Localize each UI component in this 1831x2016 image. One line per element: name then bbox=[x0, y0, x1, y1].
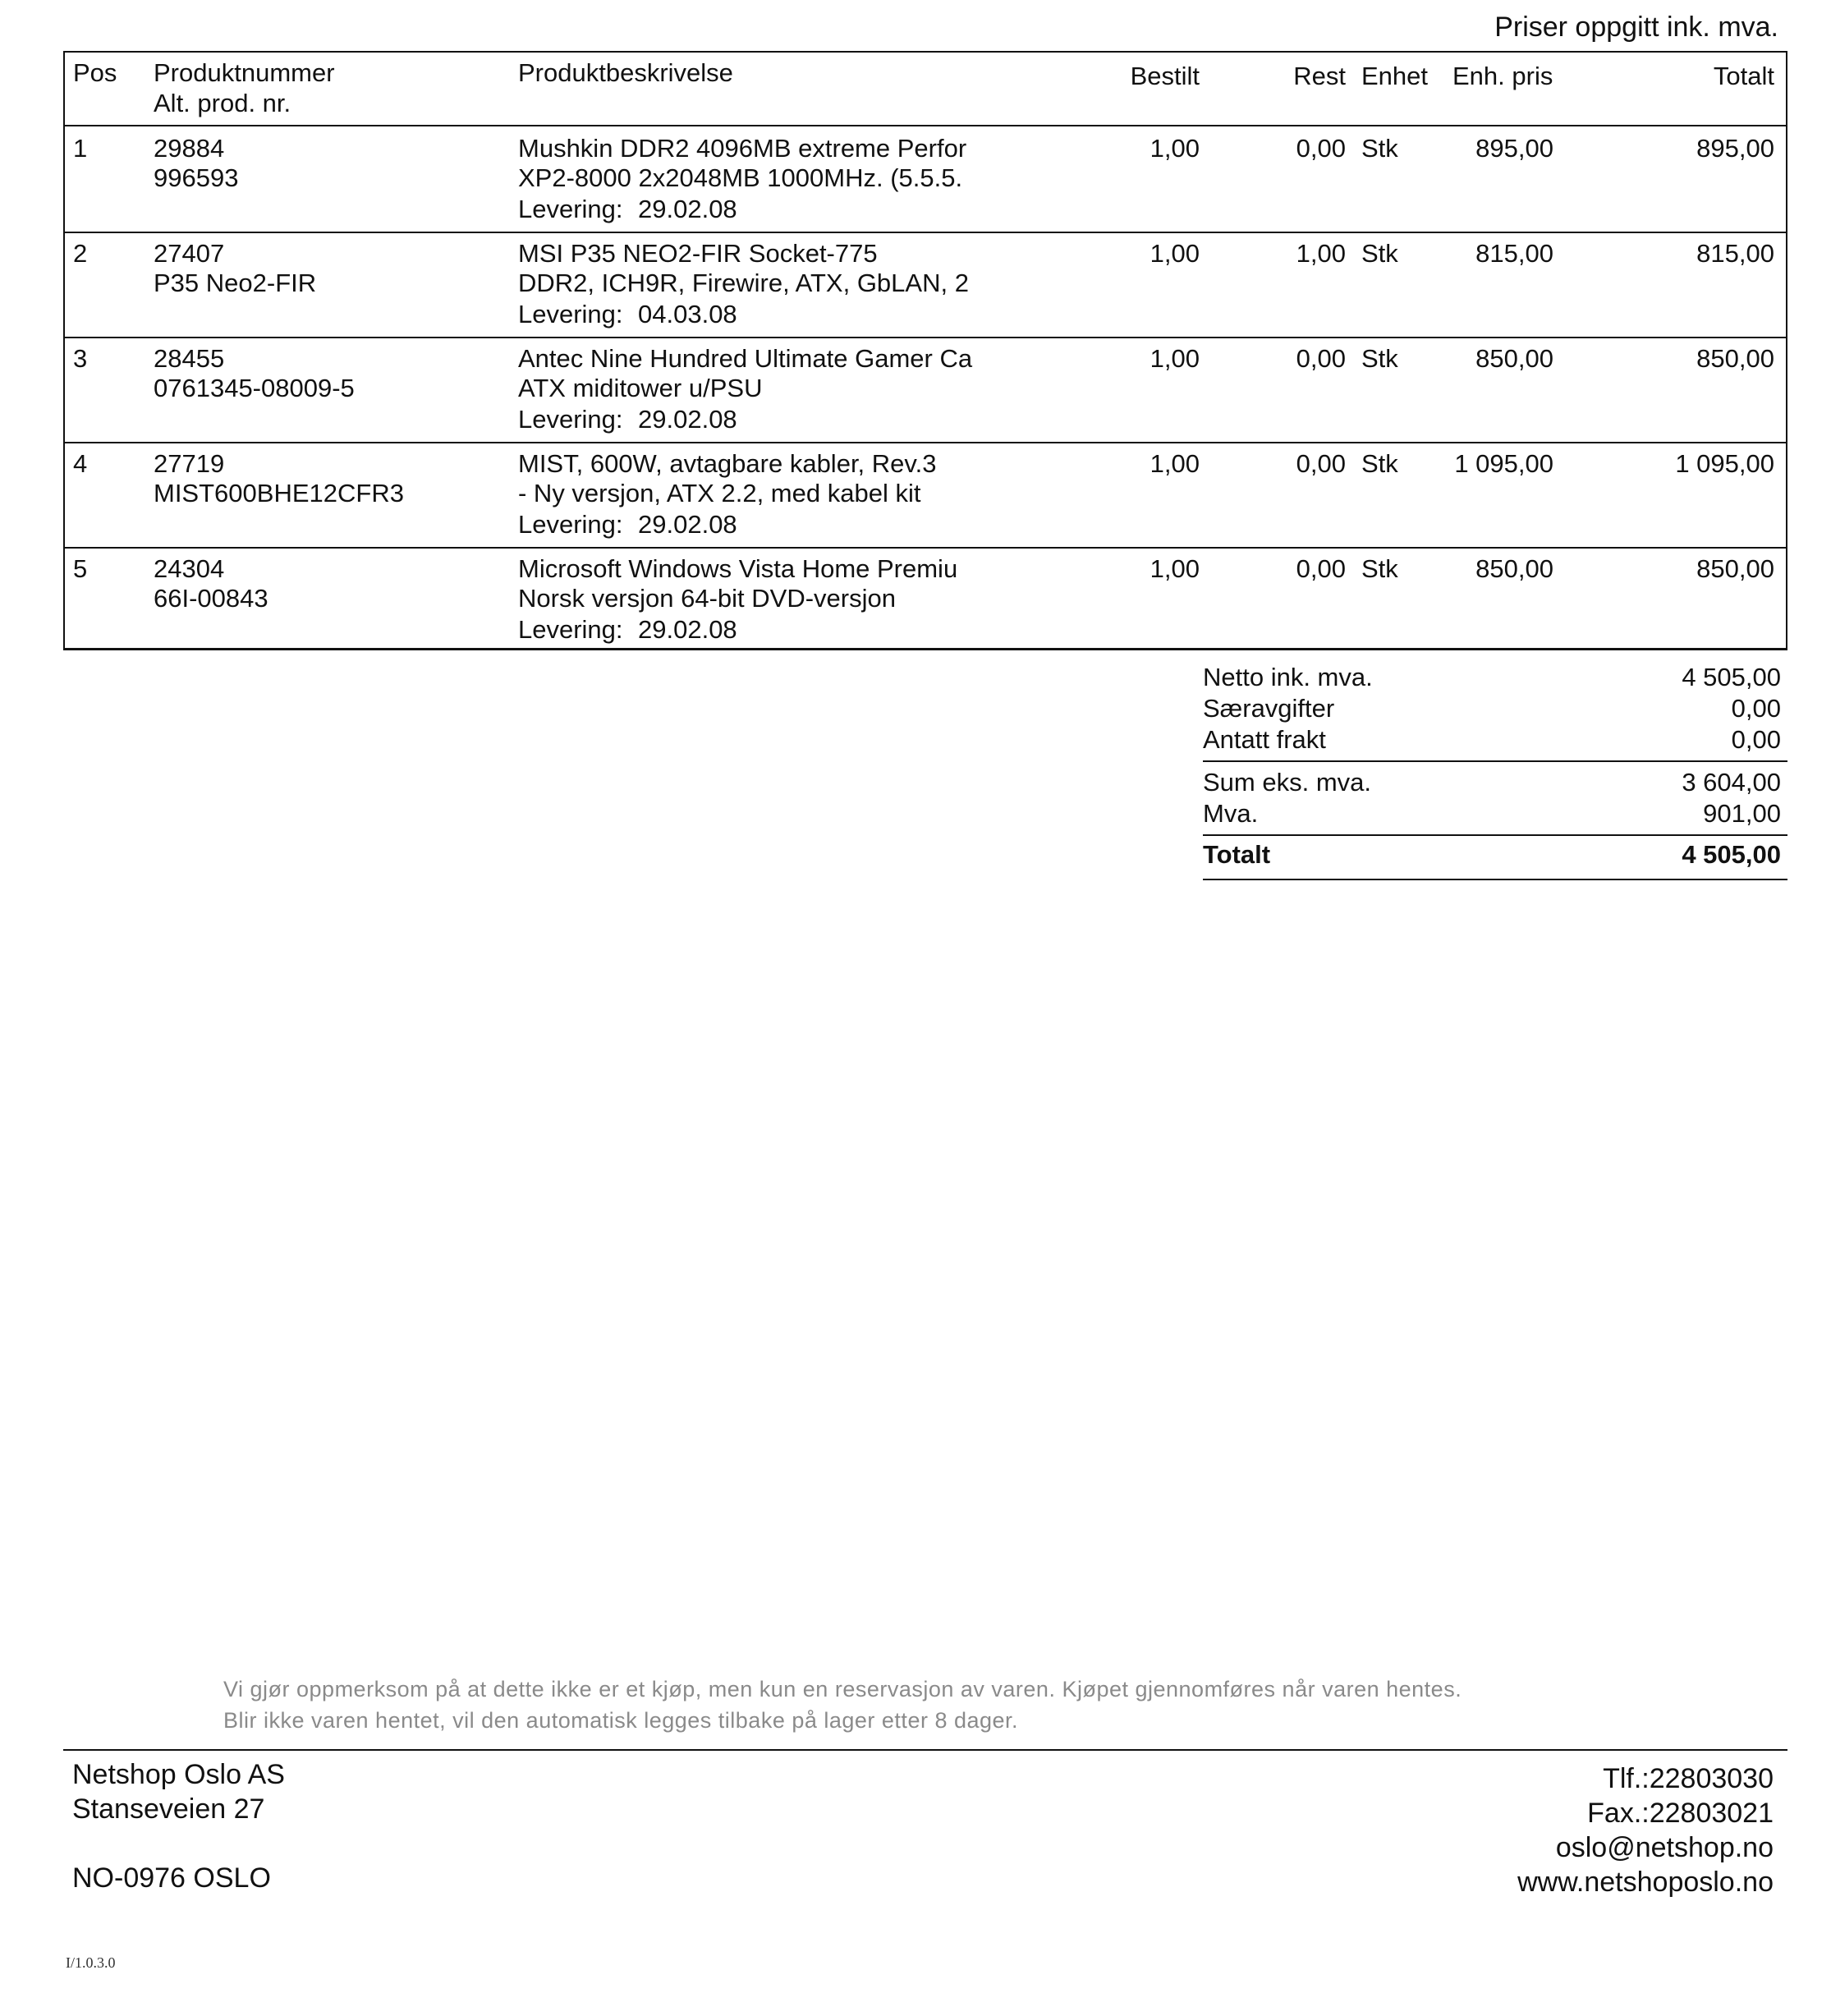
totals-divider bbox=[1203, 760, 1787, 762]
row-4-alt-product-number: MIST600BHE12CFR3 bbox=[154, 479, 404, 507]
net-value: 4 505,00 bbox=[1682, 663, 1781, 691]
row-4-description-line1: MIST, 600W, avtagbare kabler, Rev.3 bbox=[518, 449, 937, 478]
row-1-unit-price: 895,00 bbox=[1475, 134, 1553, 163]
fees-value: 0,00 bbox=[1731, 694, 1781, 723]
row-2-ordered: 1,00 bbox=[1150, 239, 1200, 268]
row-3-unit: Stk bbox=[1361, 344, 1398, 373]
sum-ex-vat-value: 3 604,00 bbox=[1682, 768, 1781, 797]
row-5-product-number: 24304 bbox=[154, 554, 225, 583]
grand-total-value: 4 505,00 bbox=[1682, 840, 1781, 869]
row-2-alt-product-number: P35 Neo2-FIR bbox=[154, 269, 317, 297]
header-rest: Rest bbox=[1293, 62, 1346, 90]
address-spacer bbox=[72, 1826, 285, 1861]
row-4-product-number: 27719 bbox=[154, 449, 225, 478]
sum-ex-vat-label: Sum eks. mva. bbox=[1203, 768, 1371, 797]
row-4-ordered: 1,00 bbox=[1150, 449, 1200, 478]
row-2-description-line1: MSI P35 NEO2-FIR Socket-775 bbox=[518, 239, 878, 268]
company-street: Stanseveien 27 bbox=[72, 1793, 265, 1825]
row-1-delivery-date: 29.02.08 bbox=[638, 195, 737, 223]
row-3-unit-price: 850,00 bbox=[1475, 344, 1553, 373]
fees-label: Særavgifter bbox=[1203, 694, 1335, 723]
row-4-total: 1 095,00 bbox=[1675, 449, 1774, 478]
row-5-delivery-label: Levering: bbox=[518, 615, 623, 644]
row-4-pos: 4 bbox=[73, 449, 88, 478]
version-code: I/1.0.3.0 bbox=[66, 1954, 116, 1971]
freight-label: Antatt frakt bbox=[1203, 725, 1326, 754]
row-3-rest: 0,00 bbox=[1296, 344, 1346, 373]
row-4-unit: Stk bbox=[1361, 449, 1398, 478]
row-5-rest: 0,00 bbox=[1296, 554, 1346, 583]
company-contact bbox=[1517, 1761, 1774, 1899]
row-4-delivery-date: 29.02.08 bbox=[638, 510, 737, 539]
header-divider bbox=[65, 125, 1786, 126]
row-3-description-line1: Antec Nine Hundred Ultimate Gamer Ca bbox=[518, 344, 973, 373]
row-3-delivery-label: Levering: bbox=[518, 405, 623, 434]
header-pos: Pos bbox=[73, 58, 117, 87]
row-3-ordered: 1,00 bbox=[1150, 344, 1200, 373]
row-2-rest: 1,00 bbox=[1296, 239, 1346, 268]
row-3-total: 850,00 bbox=[1696, 344, 1774, 373]
header-unit: Enhet bbox=[1361, 62, 1429, 90]
row-1-description-line2: XP2-8000 2x2048MB 1000MHz. (5.5.5. bbox=[518, 163, 963, 192]
row-4-description-line2: - Ny versjon, ATX 2.2, med kabel kit bbox=[518, 479, 921, 507]
row-2-product-number: 27407 bbox=[154, 239, 225, 268]
totals-block bbox=[1203, 662, 1787, 884]
row-divider bbox=[65, 337, 1786, 338]
row-1-ordered: 1,00 bbox=[1150, 134, 1200, 163]
row-1-total: 895,00 bbox=[1696, 134, 1774, 163]
row-4-rest: 0,00 bbox=[1296, 449, 1346, 478]
vat-value: 901,00 bbox=[1703, 799, 1781, 828]
row-5-description-line2: Norsk versjon 64-bit DVD-versjon bbox=[518, 584, 896, 613]
header-alt-product-number: Alt. prod. nr. bbox=[154, 89, 291, 117]
row-1-delivery-label: Levering: bbox=[518, 195, 623, 223]
row-2-pos: 2 bbox=[73, 239, 88, 268]
row-2-delivery-label: Levering: bbox=[518, 300, 623, 328]
company-name: Netshop Oslo AS bbox=[72, 1759, 285, 1790]
freight-value: 0,00 bbox=[1731, 725, 1781, 754]
row-3-alt-product-number: 0761345-08009-5 bbox=[154, 374, 355, 402]
row-5-delivery-date: 29.02.08 bbox=[638, 615, 737, 644]
row-5-description-line1: Microsoft Windows Vista Home Premiu bbox=[518, 554, 958, 583]
row-5-pos: 5 bbox=[73, 554, 88, 583]
footer-divider bbox=[63, 1749, 1787, 1751]
order-table bbox=[63, 51, 1787, 650]
row-3-delivery-date: 29.02.08 bbox=[638, 405, 737, 434]
row-3-pos: 3 bbox=[73, 344, 88, 373]
row-4-delivery-label: Levering: bbox=[518, 510, 623, 539]
row-5-ordered: 1,00 bbox=[1150, 554, 1200, 583]
contact-website[interactable]: www.netshoposlo.no bbox=[1517, 1867, 1774, 1898]
totals-bottom-rule bbox=[1203, 879, 1787, 880]
header-description: Produktbeskrivelse bbox=[518, 58, 733, 87]
disclaimer-line-2: Blir ikke varen hentet, vil den automatisk legges tilbake på lager etter 8 dager. bbox=[223, 1708, 1019, 1733]
disclaimer bbox=[223, 1674, 1462, 1736]
row-divider bbox=[65, 547, 1786, 549]
row-5-total: 850,00 bbox=[1696, 554, 1774, 583]
grand-total-label: Totalt bbox=[1203, 840, 1271, 869]
header-product-number: Produktnummer bbox=[154, 58, 335, 87]
header-unit-price: Enh. pris bbox=[1452, 62, 1553, 90]
row-4-unit-price: 1 095,00 bbox=[1454, 449, 1553, 478]
row-1-pos: 1 bbox=[73, 134, 88, 163]
row-5-unit-price: 850,00 bbox=[1475, 554, 1553, 583]
row-divider bbox=[65, 442, 1786, 443]
row-1-product-number: 29884 bbox=[154, 134, 225, 163]
row-2-unit-price: 815,00 bbox=[1475, 239, 1553, 268]
row-3-product-number: 28455 bbox=[154, 344, 225, 373]
row-divider bbox=[65, 232, 1786, 233]
row-5-unit: Stk bbox=[1361, 554, 1398, 583]
company-address bbox=[72, 1757, 285, 1895]
company-postal: NO-0976 OSLO bbox=[72, 1862, 271, 1894]
row-5-alt-product-number: 66I-00843 bbox=[154, 584, 268, 613]
row-1-alt-product-number: 996593 bbox=[154, 163, 239, 192]
totals-divider bbox=[1203, 834, 1787, 836]
header-total: Totalt bbox=[1713, 62, 1774, 90]
prices-note: Priser oppgitt ink. mva. bbox=[1494, 11, 1778, 43]
disclaimer-line-1: Vi gjør oppmerksom på at dette ikke er et kjøp, men kun en reservasjon av varen. Kjøpet gjennomføres når varen hentes. bbox=[223, 1677, 1462, 1701]
row-1-unit: Stk bbox=[1361, 134, 1398, 163]
row-2-total: 815,00 bbox=[1696, 239, 1774, 268]
row-1-rest: 0,00 bbox=[1296, 134, 1346, 163]
contact-fax: Fax.:22803021 bbox=[1587, 1798, 1774, 1829]
row-1-description-line1: Mushkin DDR2 4096MB extreme Perfor bbox=[518, 134, 967, 163]
row-3-description-line2: ATX miditower u/PSU bbox=[518, 374, 763, 402]
header-ordered: Bestilt bbox=[1130, 62, 1200, 90]
vat-label: Mva. bbox=[1203, 799, 1259, 828]
row-2-unit: Stk bbox=[1361, 239, 1398, 268]
contact-email[interactable]: oslo@netshop.no bbox=[1555, 1832, 1774, 1863]
row-2-description-line2: DDR2, ICH9R, Firewire, ATX, GbLAN, 2 bbox=[518, 269, 969, 297]
net-label: Netto ink. mva. bbox=[1203, 663, 1373, 691]
contact-phone: Tlf.:22803030 bbox=[1603, 1763, 1774, 1794]
row-2-delivery-date: 04.03.08 bbox=[638, 300, 737, 328]
